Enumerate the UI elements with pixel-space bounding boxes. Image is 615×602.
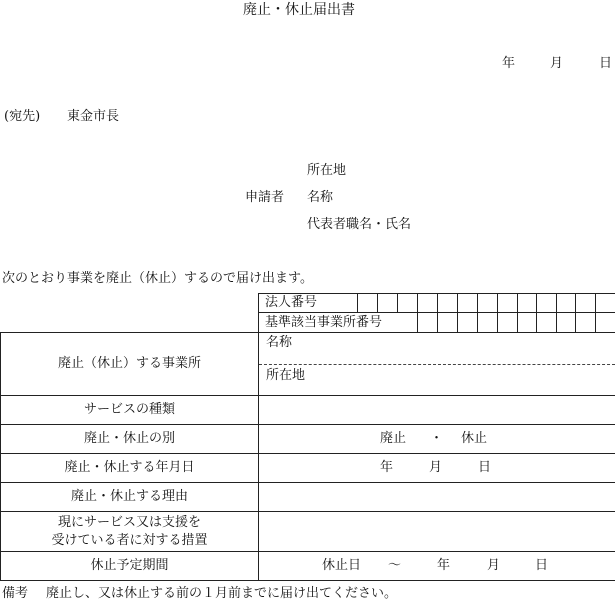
period-month: 月	[487, 558, 501, 573]
grid-line	[377, 293, 378, 313]
measures-label-line2: 受けている者に対する措置	[51, 532, 208, 548]
grid-line	[0, 580, 615, 581]
office-dashed-separator	[259, 364, 615, 365]
document-title: 廃止・休止届出書	[243, 2, 355, 18]
date-day-label: 日	[599, 56, 613, 71]
applicant-representative-label: 代表者職名・氏名	[307, 217, 412, 232]
grid-line	[497, 293, 498, 333]
intro-text: 次のとおり事業を廃止（休止）するので届け出ます。	[2, 271, 313, 286]
period-year: 年	[437, 558, 451, 573]
grid-line	[595, 293, 596, 333]
grid-line	[517, 293, 518, 333]
distinction-value-suspend: 休止	[461, 431, 488, 446]
period-label: 休止予定期間	[90, 558, 169, 574]
grid-line	[437, 293, 438, 333]
grid-line	[417, 293, 418, 333]
grid-line	[457, 293, 458, 333]
measures-label-line1: 現にサービス又は支援を	[57, 514, 201, 530]
service-type-label: サービスの種類	[83, 402, 175, 418]
date-row-year: 年	[380, 460, 394, 475]
addressee-name: 東金市長	[67, 109, 120, 124]
office-number-label: 基準該当事業所番号	[265, 315, 383, 330]
period-start-label: 休止日	[322, 558, 362, 573]
remarks-label: 備考	[2, 586, 29, 601]
date-year-label: 年	[502, 56, 516, 71]
remarks-text: 廃止し、又は休止する前の１月前までに届け出てください。	[46, 586, 398, 601]
measures-label	[1, 512, 258, 551]
period-tilde: ～	[388, 558, 402, 573]
date-row-label: 廃止・休止する年月日	[64, 460, 195, 476]
office-address-label: 所在地	[266, 368, 306, 383]
distinction-separator: ・	[430, 431, 444, 446]
distinction-value-abolish: 廃止	[380, 431, 407, 446]
grid-line	[357, 293, 358, 313]
grid-line	[477, 293, 478, 333]
grid-line	[397, 293, 398, 313]
date-month-label: 月	[550, 56, 564, 71]
corp-number-label: 法人番号	[265, 295, 318, 310]
grid-line	[258, 293, 259, 333]
applicant-label: 申請者	[245, 190, 285, 205]
reason-label: 廃止・休止する理由	[70, 489, 188, 505]
grid-line	[575, 293, 576, 333]
office-name-label: 名称	[266, 335, 293, 350]
date-row-month: 月	[429, 460, 443, 475]
distinction-label: 廃止・休止の別	[83, 431, 175, 447]
applicant-name-label: 名称	[307, 190, 334, 205]
period-day: 日	[535, 558, 549, 573]
applicant-address-label: 所在地	[307, 163, 347, 178]
grid-line	[258, 332, 259, 581]
date-row-day: 日	[478, 460, 492, 475]
office-label: 廃止（休止）する事業所	[57, 356, 201, 372]
addressee-prefix: (宛先)	[4, 109, 41, 124]
grid-line	[536, 293, 537, 333]
grid-line	[556, 293, 557, 333]
